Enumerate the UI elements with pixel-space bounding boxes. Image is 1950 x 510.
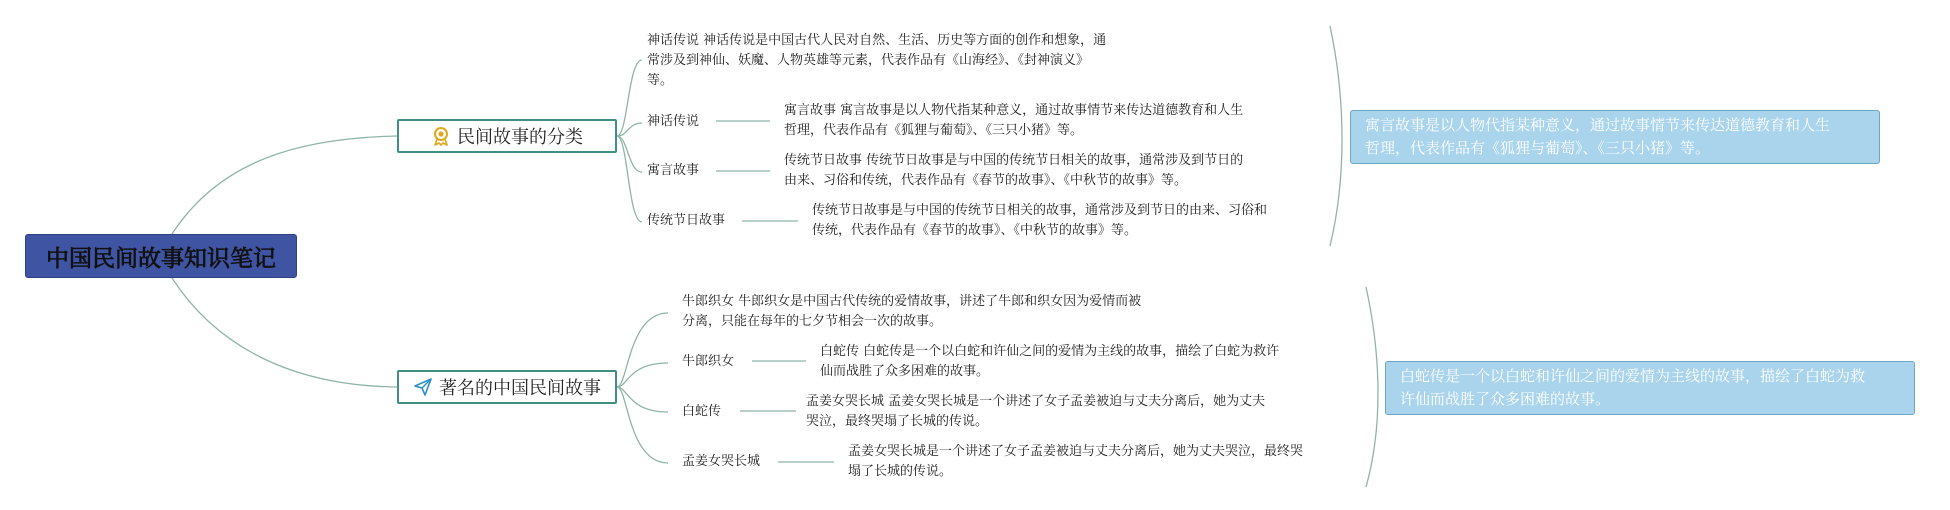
topic-myth-legend-desc: 寓言故事 寓言故事是以人物代指某种意义，通过故事情节来传达道德教育和人生 哲理，代表作品有《狐狸与葡萄》、《三只小猪》等。	[784, 103, 1244, 138]
award-ribbon-icon	[431, 126, 451, 146]
branch-1-intro: 神话传说 神话传说是中国古代人民对自然、生活、历史等方面的创作和想象，通 常涉及到神仙、妖魔、人物英雄等元素，代表作品有《山海经》、《封神演义》 等。	[647, 33, 1107, 88]
summary-note-2[interactable]: 白蛇传是一个以白蛇和许仙之间的爱情为主线的故事，描绘了白蛇为救 许仙而战胜了众多困难的故事。	[1385, 361, 1915, 415]
link-root-branch-1	[172, 136, 397, 234]
link-b2-intro	[617, 313, 668, 387]
topic-fable[interactable]: 寓言故事	[647, 163, 700, 178]
branch-title: 著名的中国民间故事	[439, 378, 601, 399]
topic-white-snake-desc: 孟姜女哭长城 孟姜女哭长城是一个讲述了女子孟姜被迫与丈夫分离后，她为丈夫 哭泣，最终哭塌了长城的传说。	[806, 394, 1266, 429]
branch-famous-stories[interactable]	[397, 370, 617, 404]
paper-plane-icon	[413, 377, 433, 397]
summary-bracket-1	[1330, 26, 1342, 246]
link-root-branch-2	[172, 278, 397, 387]
link-b1-item-1	[617, 123, 642, 136]
topic-myth-legend[interactable]: 神话传说	[647, 114, 700, 129]
topic-meng-jiangnu-desc: 孟姜女哭长城是一个讲述了女子孟姜被迫与丈夫分离后，她为丈夫哭泣，最终哭 塌了长城的传说。	[848, 444, 1304, 479]
topic-festival-story-desc: 传统节日故事是与中国的传统节日相关的故事，通常涉及到节日的由来、习俗和 传统，代表作品有《春节的故事》、《中秋节的故事》等。	[812, 203, 1268, 238]
summary-note-1[interactable]: 寓言故事是以人物代指某种意义，通过故事情节来传达道德教育和人生 哲理，代表作品有《狐狸与葡萄》、《三只小猪》等。	[1350, 110, 1880, 164]
topic-festival-story[interactable]: 传统节日故事	[647, 213, 726, 228]
root-title: 中国民间故事知识笔记	[46, 245, 276, 272]
branch-2-intro: 牛郎织女 牛郎织女是中国古代传统的爱情故事，讲述了牛郎和织女因为爱情而被 分离，只能在每年的七夕节相会一次的故事。	[682, 294, 1142, 329]
topic-cowherd-weaver-desc: 白蛇传 白蛇传是一个以白蛇和许仙之间的爱情为主线的故事，描绘了白蛇为救许 仙而战胜了众多困难的故事。	[820, 344, 1280, 379]
link-b2-item-3	[617, 387, 668, 463]
topic-fable-desc: 传统节日故事 传统节日故事是与中国的传统节日相关的故事，通常涉及到节日的 由来、习俗和传统，代表作品有《春节的故事》、《中秋节的故事》等。	[784, 153, 1244, 188]
link-b1-item-3	[617, 136, 642, 222]
topic-meng-jiangnu[interactable]: 孟姜女哭长城	[682, 454, 761, 469]
topic-white-snake[interactable]: 白蛇传	[682, 404, 722, 419]
topic-cowherd-weaver[interactable]: 牛郎织女	[682, 354, 735, 369]
branch-classification[interactable]	[397, 119, 617, 153]
root-topic[interactable]	[25, 234, 297, 278]
link-b1-intro	[617, 60, 642, 136]
summary-bracket-2	[1366, 287, 1378, 487]
branch-title: 民间故事的分类	[457, 127, 583, 148]
